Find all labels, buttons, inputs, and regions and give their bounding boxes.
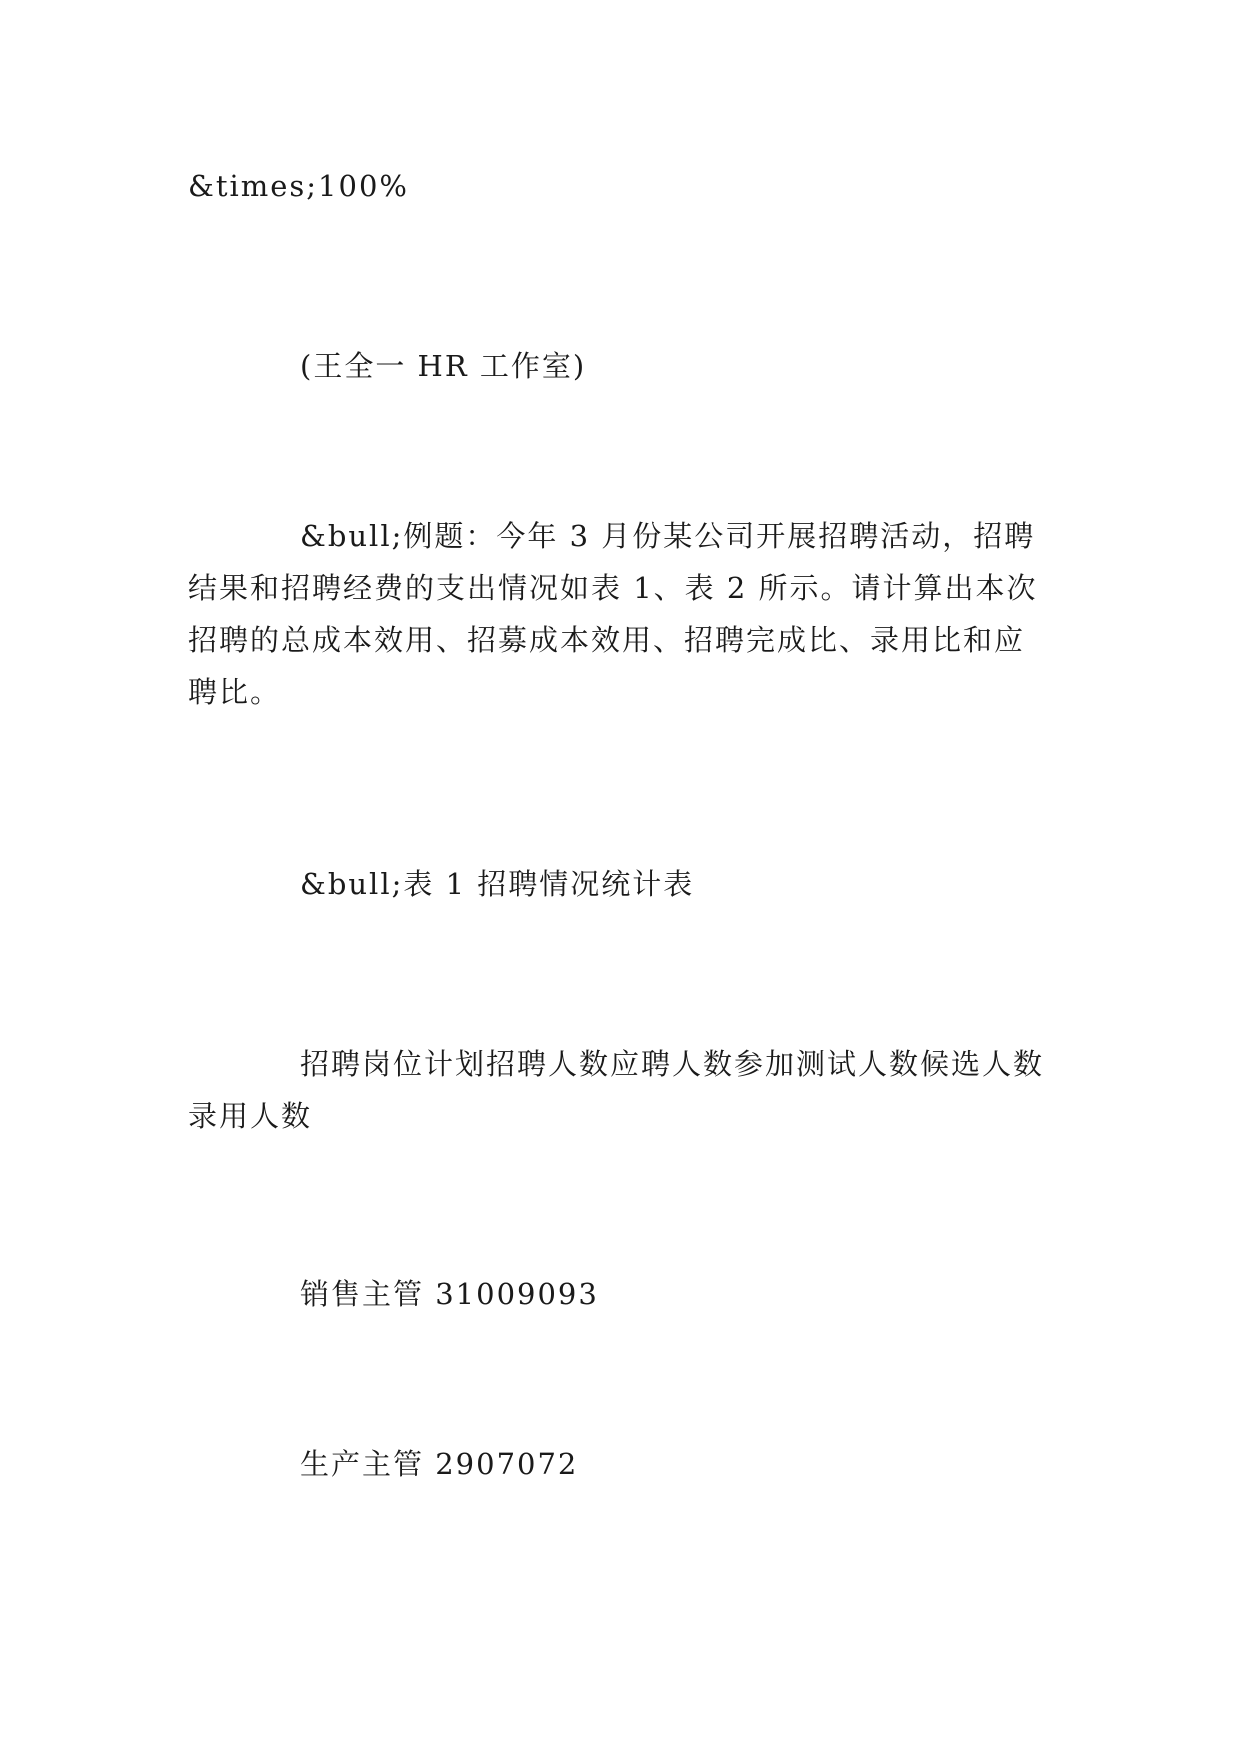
example-paragraph: &bull;例题：今年 3 月份某公司开展招聘活动，招聘结果和招聘经费的支出情况如表 1、表 2 所示。请计算出本次招聘的总成本效用、招募成本效用、招聘完成比、录用比和应聘比。 (188, 519, 1038, 709)
table1-title: &bull;表 1 招聘情况统计表 (300, 867, 695, 901)
formula-tail-text: &times;100% (188, 169, 409, 203)
table-row-production-supervisor: 生产主管 2907072 (300, 1447, 579, 1481)
table-row-sales-supervisor: 销售主管 31009093 (300, 1277, 599, 1311)
table1-header-row: 招聘岗位计划招聘人数应聘人数参加测试人数候选人数录用人数 (188, 1047, 1045, 1133)
source-note: (王全一 HR 工作室) (300, 349, 587, 383)
